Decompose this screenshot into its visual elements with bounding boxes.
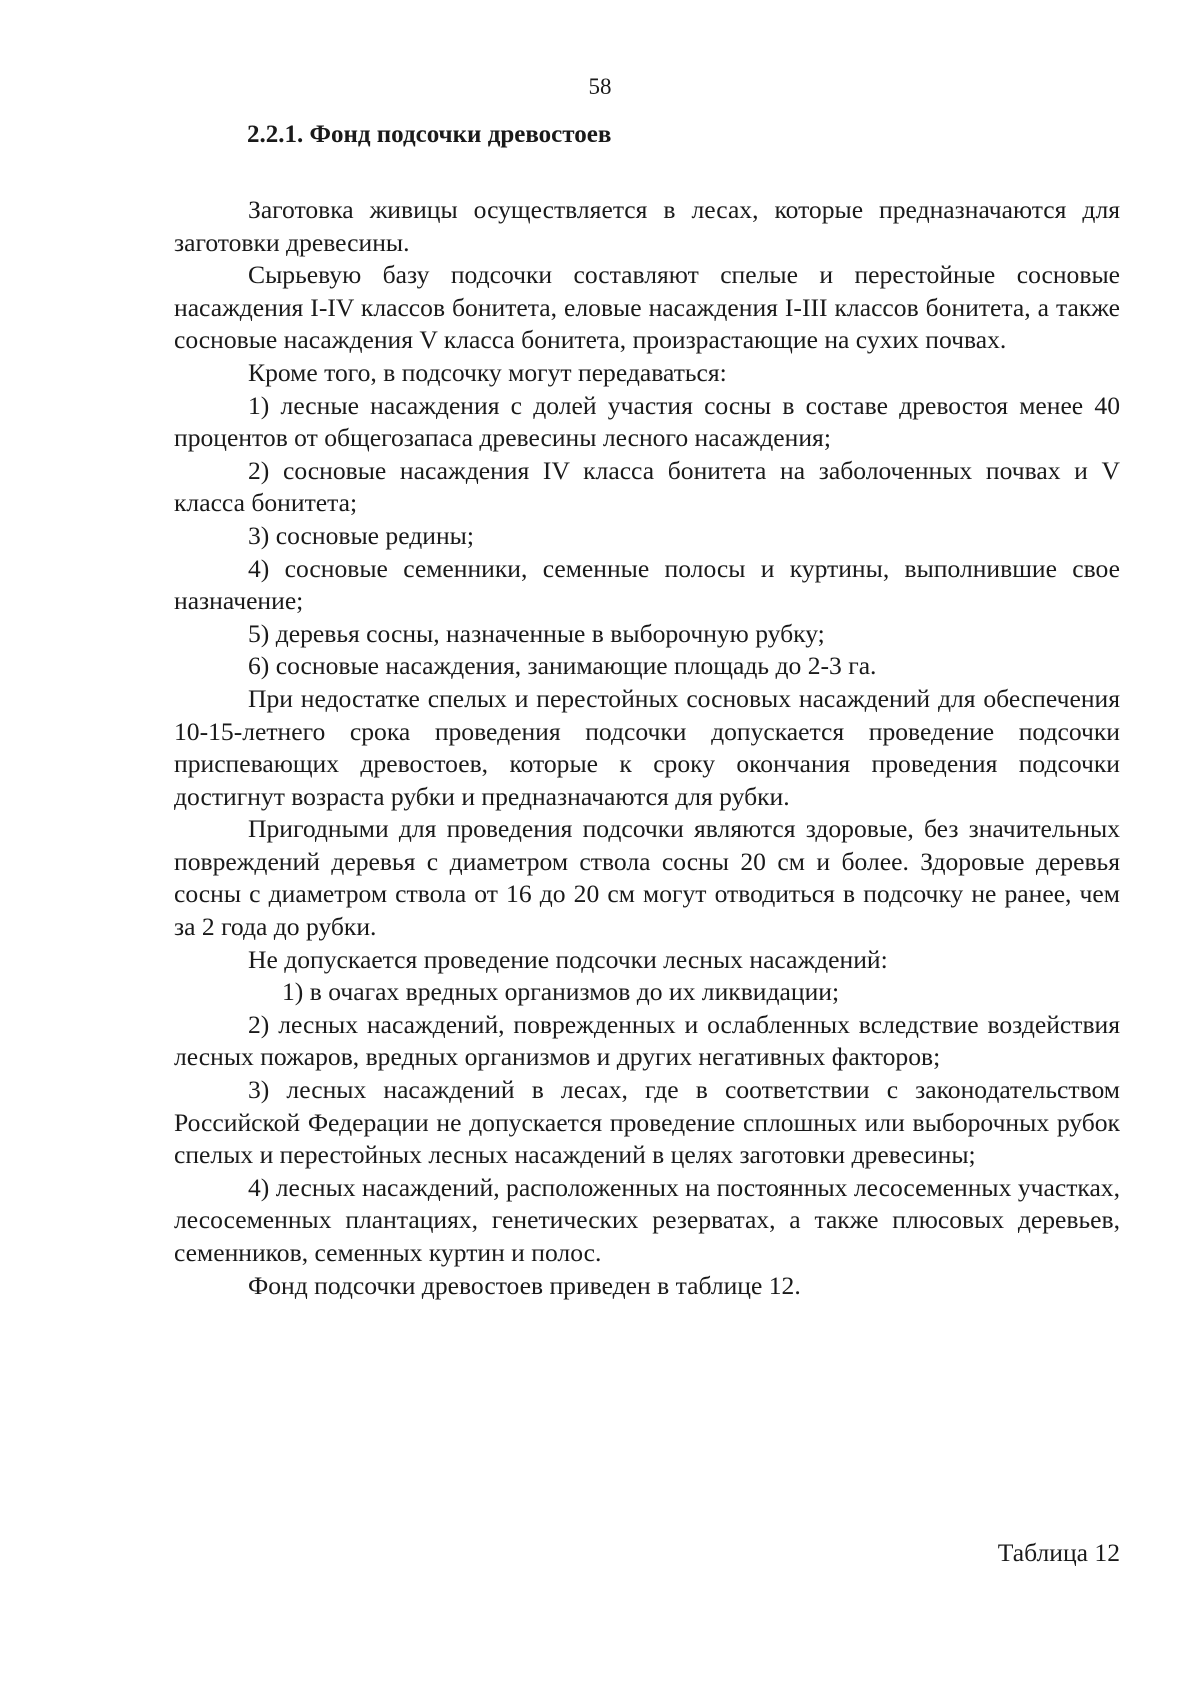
list-item: 3) лесных насаждений в лесах, где в соответствии с законодательством Российской Федерации не допускается проведение сплошных или выборочных рубок спелых и перестойных лесных насаждений в целях заготовки древесины; [174, 1075, 1120, 1170]
list-item: 6) сосновые насаждения, занимающие площадь до 2-3 га. [248, 651, 877, 681]
list-item: 2) лесных насаждений, поврежденных и ослабленных вследствие воздействия лесных пожаров, вредных организмов и других негативных факторов; [174, 1009, 1120, 1072]
list-item: 4) сосновые семенники, семенные полосы и куртины, выполнившие свое назначение; [174, 553, 1120, 616]
paragraph: Фонд подсочки древостоев приведен в таблице 12. [248, 1270, 801, 1300]
paragraph: Не допускается проведение подсочки лесных насаждений: [248, 944, 888, 974]
list-item: 1) в очагах вредных организмов до их ликвидации; [282, 977, 840, 1007]
paragraph: Заготовка живицы осуществляется в лесах, которые предназначаются для заготовки древесины. [174, 195, 1120, 257]
paragraph: Пригодными для проведения подсочки являются здоровые, без значительных повреждений деревья с диаметром ствола сосны 20 см и более. Здоровые деревья сосны с диаметром ствола от 16 до 20 см могут отводиться в подсочку не ранее, чем за 2 года до рубки. [174, 814, 1120, 942]
list-item: 3) сосновые редины; [248, 520, 474, 550]
paragraph: Кроме того, в подсочку могут передаваться: [248, 357, 727, 387]
list-item: 5) деревья сосны, назначенные в выборочную рубку; [248, 618, 825, 648]
section-heading: 2.2.1. Фонд подсочки древостоев [247, 121, 612, 148]
list-item: 2) сосновые насаждения IV класса бонитета на заболоченных почвах и V класса бонитета; [174, 455, 1120, 518]
page-number: 58 [588, 74, 612, 99]
list-item: 1) лесные насаждения с долей участия сосны в составе древостоя менее 40 процентов от общегозапаса древесины лесного насаждения; [174, 390, 1120, 453]
list-item: 4) лесных насаждений, расположенных на постоянных лесосеменных участках, лесосеменных плантациях, генетических резерватах, а также плюсовых деревьев, семенников, семенных куртин и полос. [174, 1172, 1120, 1267]
body-text [174, 194, 1120, 1302]
paragraph: При недостатке спелых и перестойных сосновых насаждений для обеспечения 10-15-летнего срока проведения подсочки допускается проведение подсочки приспевающих древостоев, которые к сроку окончания проведения подсочки достигнут возраста рубки и предназначаются для рубки. [174, 683, 1120, 811]
paragraph: Сырьевую базу подсочки составляют спелые и перестойные сосновые насаждения I-IV классов бонитета, еловые насаждения I-III классов бонитета, а также сосновые насаждения V класса бонитета, произрастающие на сухих почвах. [174, 260, 1120, 355]
table-caption: Таблица 12 [997, 1538, 1120, 1567]
